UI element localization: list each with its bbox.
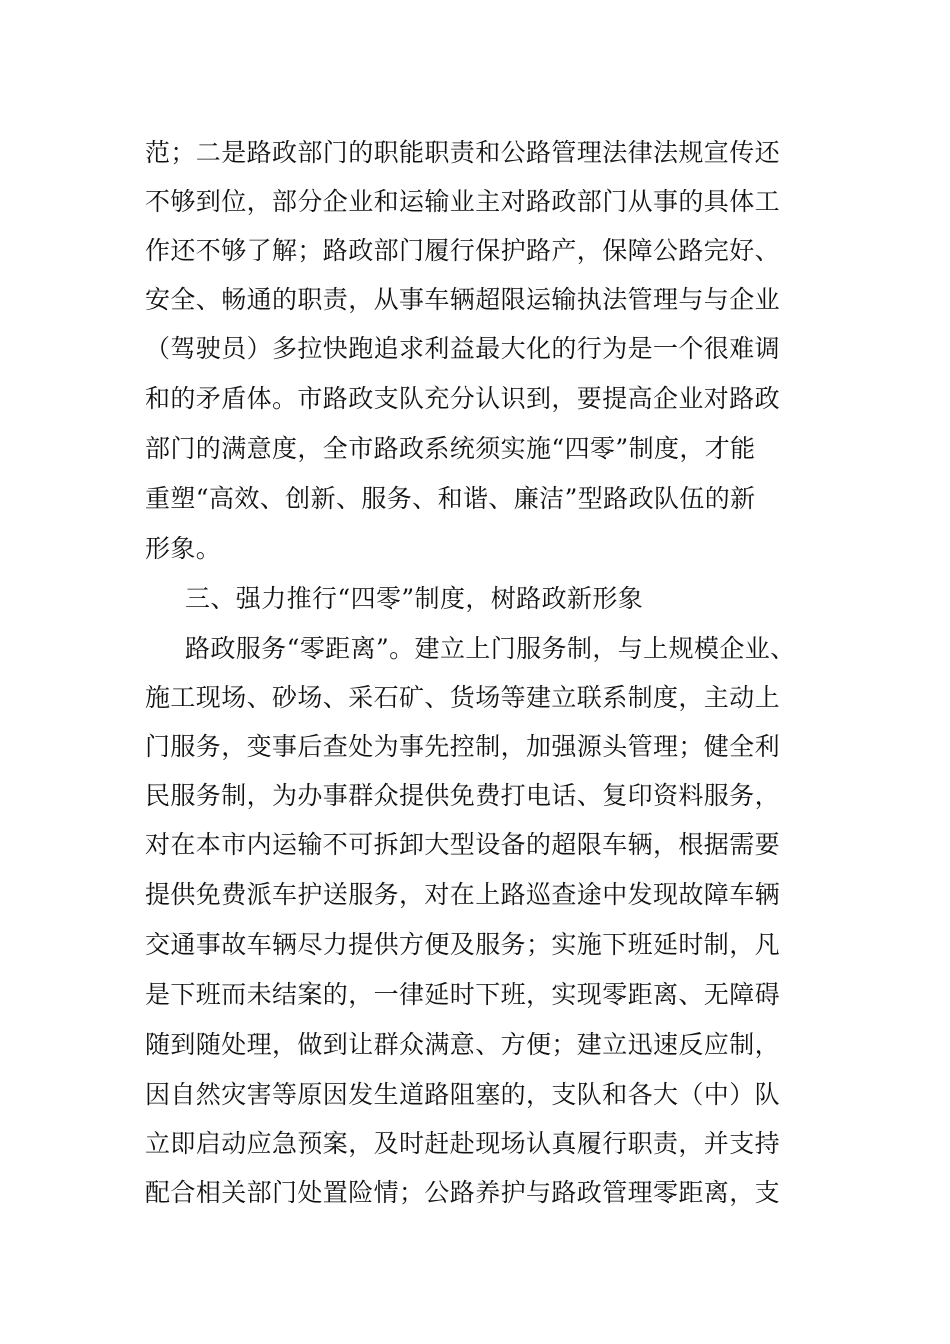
text-line-17: 交通事故车辆尽力提供方便及服务；实施下班延时制，凡	[145, 930, 781, 959]
text-line-12: 施工现场、砂场、采石矿、货场等建立联系制度，主动上	[145, 683, 781, 712]
section-heading: 三、强力推行“四零”制度，树路政新形象	[185, 584, 644, 613]
text-line-15: 对在本市内运输不可拆卸大型设备的超限车辆，根据需要	[145, 830, 781, 859]
text-line-13: 门服务，变事后查处为事先控制，加强源头管理；健全利	[145, 732, 781, 761]
text-line-4: 安全、畅通的职责，从事车辆超限运输执法管理与与企业	[145, 285, 781, 314]
text-line-19: 随到随处理，做到让群众满意、方便；建立迅速反应制，	[145, 1030, 781, 1059]
text-line-3: 作还不够了解；路政部门履行保护路产，保障公路完好、	[145, 236, 781, 265]
paragraph-start-line: 路政服务“零距离”。建立上门服务制，与上规模企业、	[185, 634, 796, 663]
text-line-14: 民服务制，为办事群众提供免费打电话、复印资料服务，	[145, 781, 781, 810]
text-line-16: 提供免费派车护送服务，对在上路巡查途中发现故障车辆	[145, 880, 781, 909]
text-line-5: （驾驶员）多拉快跑追求利益最大化的行为是一个很难调	[145, 334, 781, 363]
text-line-18: 是下班而未结案的，一律延时下班，实现零距离、无障碍	[145, 980, 781, 1009]
text-line-7: 部门的满意度，全市路政系统须实施“四零”制度，才能	[145, 434, 756, 463]
text-line-21: 立即启动应急预案，及时赶赴现场认真履行职责，并支持	[145, 1129, 781, 1158]
text-line-9: 形象。	[145, 534, 222, 563]
text-line-22: 配合相关部门处置险情；公路养护与路政管理零距离，支	[145, 1178, 781, 1207]
text-line-2: 不够到位，部分企业和运输业主对路政部门从事的具体工	[145, 187, 781, 216]
text-line-20: 因自然灾害等原因发生道路阻塞的，支队和各大（中）队	[145, 1080, 781, 1109]
text-line-8: 重塑“高效、创新、服务、和谐、廉洁”型路政队伍的新	[145, 484, 756, 513]
text-line-6: 和的矛盾体。市路政支队充分认识到，要提高企业对路政	[145, 384, 781, 413]
text-line-1: 范；二是路政部门的职能职责和公路管理法律法规宣传还	[145, 138, 781, 167]
